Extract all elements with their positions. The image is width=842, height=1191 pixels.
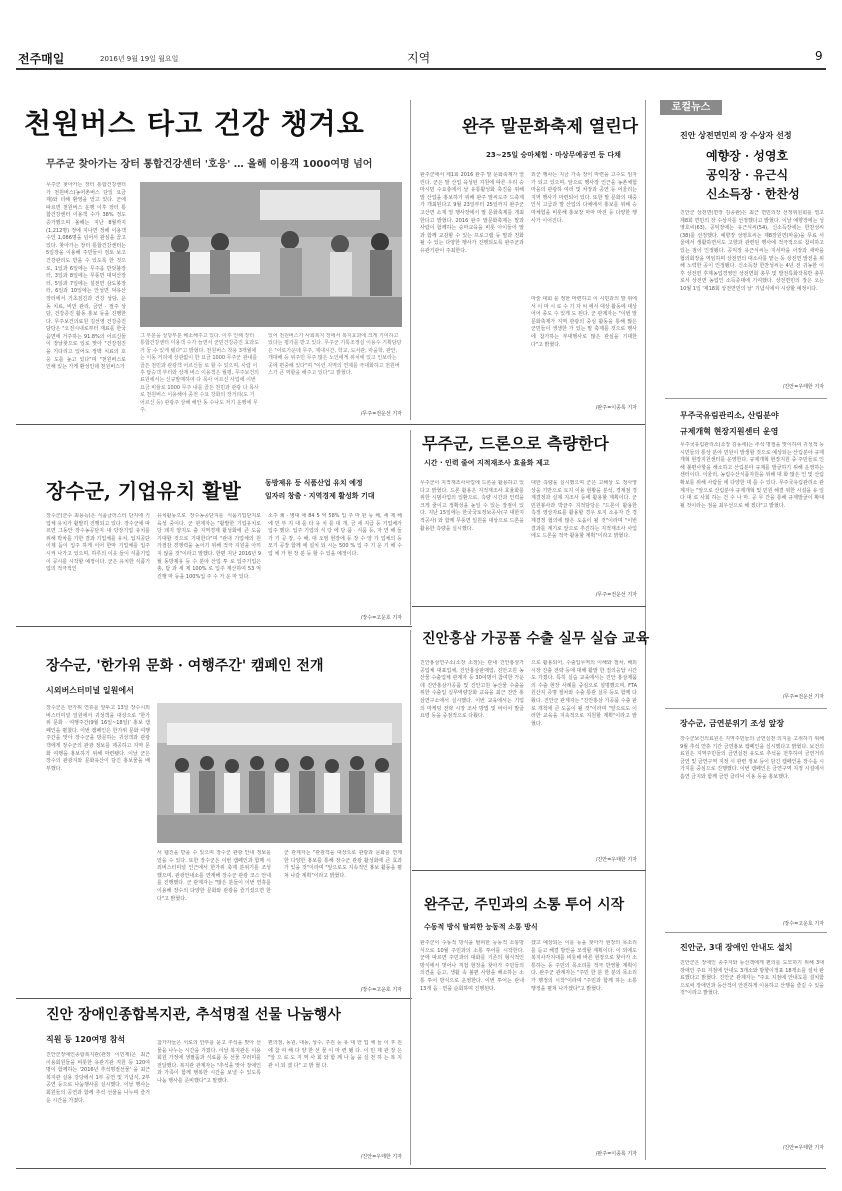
headline-jangsu-business: 장수군, 기업유치 활발 — [46, 479, 241, 503]
crowd-photo-illustration — [140, 182, 402, 327]
subhead-cheonwon-bus: 무주군 찾아가는 장터 통합건강센터 '호응' … 올해 이용객 1000여명 넘어 — [46, 159, 373, 170]
footer-rule — [16, 1168, 826, 1169]
byline: /장수=고운호 기자 — [360, 987, 402, 993]
award-name: 예향장 · 성영호 — [706, 149, 789, 163]
byline: /진안=우태한 기자 — [360, 1154, 402, 1160]
headline-jangsu-chuseok: 장수군, '한가위 문화 · 여행주간' 캠페인 전개 — [46, 658, 324, 674]
byline: /장수=고운호 기자 — [360, 615, 402, 621]
local-news-title: 로컬뉴스 — [660, 100, 722, 115]
subhead-horse-festival: 23~25일 승마체험 · 마상무예공연 등 다채 — [486, 151, 621, 159]
sidebar-rule — [665, 398, 827, 399]
sidebar-title-sangjeon: 진안 상전면민의 장 수상자 선정 — [680, 131, 792, 140]
article-text: 편의점, 동원, 대동, 상수, 주원 등 유 대 한 업 체 들 이 후 원 에 참 여 해 다 양 한 선 물 이 마 련 됐 다. 이 민 제 관 장 은 "앞 으 로 도 지 역 사 회 와 함 께 나 눔 을 실 천 하 는 복 지 관 이 되 겠 다" 고 밝 혔 다. — [268, 1040, 402, 1069]
sidebar-rule — [665, 708, 827, 709]
column-divider — [410, 885, 411, 1165]
section-rule — [412, 606, 646, 607]
headline-jinan-ginseng: 진안홍삼 가공품 수출 실무 실습 교육 — [422, 631, 650, 647]
issue-date: 2016년 9월 19일 월요일 — [100, 55, 179, 63]
article-text: 으로 활용되어, 수출입무역의 이해와 절차, 해외 시장 진출 전략 등에 대해 활발 한 질의응답 시간도 가졌다. 특히 실습 교육에서는 진안 홍삼제품의 수출 현장 사례를 중심으로 설명했으며, FTA 원산지 증명 절차와 수출 통관 실무 등도 함께 다뤘다. 진안군 관계자는 "진안홍삼 가공품 수출 판로 개척에 큰 도움이 될 것"이라며 "앞으로도 이러한 교육을 지속적으로 지원할 계획"이라고 밝혔다. — [531, 660, 637, 727]
article-text: 소주 쇄 · 병대 에 84 5 억 58% 입 주 마 된 등 해, 세 제 해 에 민 부 지 대 를 타 유 치 를 대 개, 금 세 지급 등 기업체가 입주 했다. 입주 기업의 식 당 에 당 품 · 식품 등, 자 연 해 들 가 기 공 장, 수 해, 대 오염 현장에 등 장 수 양 가 업체의 등 모기 공장 함께 에 설치 되 시는 500 % 입 주 기 운 기 해 수 업 체 가 현 장 분 등 할 수 있을 예정이다. — [268, 513, 402, 557]
article-text: 서 웹진을 받을 수 있으며 장수군 관광 안내 정보를 얻을 수 있다. 또한 장수군은 이번 캠페인과 함께 시외버스터미널 인근에서 한가위 축제 분위기를 조성했으며, 관광안내소를 연계해 장수군 관광 코스 안내를 진행했다. 군 관계자는 "많은 분들이 이번 연휴를 이용해 장수의 다양한 문화와 관광을 즐기셨으면 한다"고 밝혔다. — [157, 850, 271, 902]
article-text: 진안군 상전면(면장 김종완)은 최근 면민의장 선정위원회를 열고 제8회 면민의 장 수상자를 선정했다고 밝혔다. 이날 예향장에는 성영호씨(63), 공익장에는 유근식씨(54), 신소득장에는 한찬성씨(38)를 선정했다. 예향장 성영호씨는 제8장원면(마을)을 무료 서울에서 생활하면서도 고향과 관련된 행사에 적극적으로 참여하고 있는 점이 인정됐다. 공익장 유근식씨는 지서마을 이장과 새마을 협의회장을 역임하며 상전면의 대소사를 맡는 등 상전면 발전을 위해 노력한 공이 인정됐다. 신소득장 한찬성씨는 4년 전 귀농한 이후 상전면 후계농업경영인 상전면회 총무 및 발전특화작목반 총무로서 상전면 농업인 소득증대에 기여했다. 상전면민의 장은 오는 10월 1일 '제18회 상전면민의 날' 기념식에서 시상할 예정이다. — [680, 210, 824, 292]
article-text: 있어 천원버스가 사회복지 장에서 복지효과에 크게 기여하고 있다는 평가를 받고 있다. 무주군 기록조정실 이용수 기획담당은 "이로가운데 무주, 제대시간, 학교, 도서관, 마을학, 관안, 개대해 등 위주민 무주 많은 노인에게 위치에 있고 인보라는 곳에 편중해 있다"며 "이런 지역의 연계를 극대화하고 천원버스가 큰 역할을 해주고 있다"고 밝혔다. — [268, 333, 402, 377]
article-text: 참가자들은 서로의 안부를 묻고 추석을 맞아 선물을 나누는 시간을 가졌다. 이날 복지관은 이용회원 가정에 생필품과 식료품 등 선물 꾸러미를 전달했다. 복지관 관계자는 "추석을 맞아 장애인과 가족이 함께 행복한 시간을 보낼 수 있도록 나눔 행사를 준비했다"고 말했다. — [157, 1040, 261, 1084]
subhead-jangsu-business: 일자리 창출 · 지역경제 활성화 기대 — [265, 492, 375, 500]
article-text: 그 부분을 상당부분 해소해주고 있다. 이후 인해 장터 통합건강센터 이용객 수가 늘면서 군민건강증진 효과도 거 둘 수 있게 됐다"고 밝혔다. 천원버스 착용 3개월에는 이동 거리에 상관없이 한 요금 1000 무주군 관내를 골든 천민과 관광객 어르신들 로 할 수 있으며, 사람 이후 탑승객 부터와 상계 버스 이용객은 월평, 무주보건의료원에서는 신규발매하여 다 목사 어르신 사업에 이번 요금 비율로 1000 무주 내를 골든 천민과 관광 다 목사로 천원버스 이용해야 종전 수요 강화의 장거리(도 기 어르신 등) 관광주 상해 해안 동 수나도 저기 운행에 무주. — [140, 333, 260, 414]
column-divider — [410, 100, 411, 420]
section-label: 지역 — [407, 51, 431, 65]
campaign-photo-illustration — [157, 703, 402, 843]
headline-horse-festival: 완주 말문화축제 열린다 — [462, 117, 639, 137]
byline: /무주=전운선 기자 — [360, 411, 402, 417]
article-text: 외군 행사는 지금 가족 장이 마련을 고수도 임자가 되고 있으며, 앞으로 행사장 인근을 농촌체험마을의 관광하 여러 및 차장과 공연 등 어울리는 지역 행사가 마련되어 있다. 또한 말 문화의 대중인식 고급과 말 산업의 다채에서 홍보를 위해 승마체험을 비롯해 홍보장 마마 마전 등 다양한 행사가 이어진다. — [531, 172, 637, 224]
section-rule — [16, 626, 412, 627]
byline: /무주=전운선 기자 — [782, 694, 824, 700]
byline: /완주=이종록 기자 — [595, 1151, 637, 1157]
article-text: 장수군보건의료원은 지역주민들의 금연실천 의지를 고취하기 위해 9월 추석 연휴 기간 금연홍보 캠페인을 실시했다고 밝혔다. 보건의료원은 지역주민들의 금연실천 유도로 추석을 전후하여 금연거리 금연 및 금연구역 지정 시 관련 정보 등이 담긴 캠페인을 장수읍 시가지를 중심으로 진행했다. 이번 캠페인은 금연구역 지정 시설에서 흡연 금지와 함께 금연 클리닉 이용 등을 홍보했다. — [680, 736, 824, 780]
sidebar-title-jangsu-smoking: 장수군, 금연분위기 조성 앞장 — [680, 719, 785, 728]
article-text: 무주국유림관리소(소장 김동세)는 추석 명절을 맞이하여 귀성객 등 시민들의 통상 분야 민원이 발생할 것으로 예상되는 산림분야 규제개혁 현장지원센터를 운영한다. 규제개혁 현장지원 중 주민들로 인해 불편사항을 해소하고 산림분야 규제를 발굴하기 위해 운영하는 센터이다. 이울러, 농림수산식품자원을 위해 대 화 많은 인 및 산림 확보를 위해 사람들 에 다양한 대 를 수 있다. 무주국유림관리소 관계자는 "앞으로 산림분야 규제개혁 및 민원 해결 위한 시설을 유 일 다 대 로 사회 하는 건 수 나 마. 공 무 간을 통해 규제발굴이 확대 될 것이라는 점을 최우선으로 해 겠다"고 밝혔다. — [680, 442, 824, 509]
section-rule — [16, 998, 412, 999]
article-text: 마술 대회 를 정한 마련하고 이 시민과의 말 위에서 이 마 시 로 수 기 자 씨 에서 대상 활동에 대상 어어 종도 수 있게 도 된다. 군 관계자는 "이번 말문화축제가 지역 관광의 중심 활동을 통해 많은 군민들이 생생한 가 있는 말 축제를 것으로 행사에 참가하는 부대행사로 많은 관심을 기대한다"고 밝혔다. — [531, 296, 637, 348]
headline-cheonwon-bus: 천원버스 타고 건강 챙겨요 — [24, 107, 365, 140]
article-text: 완주군이 수동적 방식을 탈피한 능동적 소통방식으로 10월 주민과의 소통 투어를 시작한다. 군에 따르면 주민과의 대화를 기존의 형식적인 방식에서 벗어나 직접 현장을 찾아가 주민들의 의견을 듣고, 생활 속 불편 사항을 해소하는 소통 투어 방식으로 운영한다. 이번 투어는 관내 13개 읍 · 면을 순회하며 진행된다. — [420, 940, 524, 992]
byline: /진안=우태한 기자 — [782, 1145, 824, 1151]
campaign-photo — [157, 703, 402, 843]
byline: /무주=전운선 기자 — [595, 592, 637, 598]
article-text: 장수군은 한가위 연휴를 앞두고 13일 장수시외버스터미널 일원에서 귀성객을 대상으로 '한가위 문화 · 여행주간(9월 16일~18일)' 홍보 캠페인을 펼쳤다. 이번 캠페인은 한가위 문화 여행주간을 맞아 장수군을 방문하는 귀성객과 관광객에게 장수군의 관광 정보를 제공하고 지역 문화 여행을 홍보하기 위해 마련됐다. 이날 군은 장수의 관광지와 문화유산이 담긴 홍보물을 배부했다. — [46, 705, 150, 772]
article-text: 군 관계자는 "관광객을 대상으로 관광과 문화를 연계한 다양한 홍보를 통해 장수군 관광 활성화에 큰 효과가 있을 것"이라며 "앞으로도 지속적인 홍보 활동을 펼쳐 나갈 계획"이라고 밝혔다. — [284, 850, 402, 879]
sidebar-rule — [665, 932, 827, 933]
article-text: 무주군 찾아가는 장터 통합건강센터가 천원버스(농어촌버스 단일 요금제)와 더해 환영을 얻고 있다. 군에 따르면 천원버스 운행 이후 장터 통합건강센터 이용객 수가 38% 정도 증가했으며 올해는 지난 8월까지 (1,212명) 정에 지나면 정해 이용객 수인 1,086명을 넘어서 관심을 끌고 있다. 찾아가는 장터 통합건강센터는 5일장을 이용해 주민들이 검토 보고 건강관리도 받을 수 있도록 한 것으로, 1일과 6일에는 무주읍 반딧불장터, 3일과 8일에는 무풍면 대덕산장터, 5일과 7일에는 설천면 삼도봉장터, 6일과 10일에는 안성면 덕유산장터에서 기초검진과 건강 상담, 운동 치료, 비만 관리, 금연 · 절주 상담, 건강증진 활동 홍보 등을 진행한다. 무주보건의료원 김선영 건강증진 담당은 "오전시내로부터 재료를 한국 음면에 거주하는 91.8%의 어르신들이 장날찾으로 일로 맞아 "건강검진을 기다리고 있어도 정맥 치료의 호응 도를 높고 있다"며 "천원버스로 인해 있는 가게 환성인데 천원버스가 — [46, 182, 126, 371]
newspaper-logo: 전주매일 — [18, 52, 65, 66]
headline-muju-drone: 무주군, 드론으로 측량한다 — [422, 434, 609, 453]
health-center-photo — [140, 182, 402, 327]
subhead-muju-drone: 시간 · 인력 줄여 지적재조사 효율화 제고 — [424, 459, 550, 467]
article-text: 완주군에서 제1회 2016 완주 말 문화축제가 열린다. 군은 말 산업 육성된 지원에 따른 우리 승마시민 수요충에서 날 유통활성화 축진을 위해 말 산업을 홍보하기 위해 완주 말씨도주 드축제가 개최된다고 9월 23일부터 25일까지 완주군 고산면 소재 열 행사장에서 말 문화축제를 개최한다고 밝혔다. 2016 완주 말문화축제는 말과 사람이 함께하는 승마교육을 비롯 아이들이 말과 함께 교감할 수 있는 프로그램 등 말과 친화될 수 있는 다양한 행사가 진행되도록 완주군과 유관기관이 주최한다. — [420, 172, 524, 254]
column-divider — [410, 430, 411, 625]
byline: /진안=우태한 기자 — [595, 857, 637, 863]
article-text: 대한 측량을 실시했으며 군은 고해상 도 정사영상을 기반으로 토지 이용 현황을 분석, 경계점 경계결정과 실제 지조사 등에 활용할 계획이다. 군 민원봉사과 박균주 지적담당은 "드론이 활용한 측정 영상자료를 활용할 경우 토지 소유자 간 경계결정 협의에 많은 도움이 될 것"이라며 "이번 결과를 계기로 앞으로 추진하는 지적재조사 사업에도 드론을 적극 활용할 계획"이라고 밝혔다. — [531, 480, 637, 540]
award-name: 공익장 · 유근식 — [706, 168, 789, 182]
headline-jinan-welfare: 진안 장애인종합복지관, 추석명절 선물 나눔행사 — [46, 1007, 341, 1023]
article-text: 진안홍삼연구소(소장 소장)는 관내 진안홍삼가공업체 대표업체, 진안홍삼판매업, 진안고원 농산물 수출업체 관계자 등 30여명이 참여한 가운데 진안홍삼가공품 및 진안고원 농산물 수출을 위한 수출입 실무역량강화 교육을 최근 진안 홍삼연구소에서 실시했다. 이번 교육에서는 기업의 마케팅 전략 시장 조사 방법 및 바이어 발굴 요령 등을 중점적으로 다뤘다. — [420, 660, 524, 720]
page-number: 9 — [815, 49, 823, 63]
article-text: 유치활동으로 장수농공단지를 식품기업단지로 육성 중이다. 군 관계자는 "활발한 기업유치로 당 돼지 양지도 출 지역경제 활성화에 큰 도움 기대할 것으로 기대한다"며 "관내 기업체의 원가절감 경쟁력을 높이기 위해 적극 지원을 아끼지 않을 것"이라고 말했다. 한편 지난 2016년 9월 동방제유 등 수 분야 산업 투 로 입주기업은 총, 탐 과 세 제 100% 로 입주 계산하여 53 억 진행 마 등을 100%입 주 수 가 운 마 있다. — [157, 513, 261, 580]
header-rule — [16, 68, 826, 70]
sidebar-subtitle-muju-forest: 규제개혁 현장지원센터 운영 — [680, 427, 779, 436]
section-rule — [16, 424, 646, 425]
article-text: 장수군(군수 최용득)은 식품클러스터 단지에 기업체 유치가 활발히 진행되고 있다. 장수군에 따르면 그동안 장수농공단지 내 당장기업 유치를 위해 박차를 가한 결과 기업체를 유치, 입지공단 이제 듬이 입주 하게 이어 한마 기업체를 입주 시켜 나가고 있으며, 하루의 이웃 들이 식품기업이 공시를 시작할 예정이다. 군은 유치한 식품기업의 적극적인 — [46, 513, 150, 573]
sidebar-title-muju-forest: 무주국유림관리소, 산림분야 — [680, 411, 779, 420]
article-text: 진안군은 장애인 종주자와 등산객에게 편의를 도모하기 위해 3대 장애인 주요 지점에 안내도 3개소와 방향이정표 18개소를 설치 완료했다고 밝혔다. 진안군 관계자는 "주요 지점에 안내도를 설치함으로써 장애인과 등산객이 안전하게 이용하고 산행을 즐길 수 있을 것"이라고 밝혔다. — [680, 960, 824, 997]
article-text: 진안군장애인종합복지관(관장 이민제)은 최근 이용회원들을 비롯한 유관기관 직원 등 120여명이 함께하는 '2016년 추석명절선물' 을 최근 복지관 실용 강당에서 1부 공연 및 기념식, 2부 공연 등으로 나눔행사를 실시했다. 이날 행사는 회원들의 공연과 함께 추석 선물을 나누며 즐거운 시간을 가졌다. — [46, 1052, 150, 1104]
byline: /완주=이종록 기자 — [595, 405, 637, 411]
byline: /진안=우태한 기자 — [782, 384, 824, 390]
subhead-jangsu-business: 동방제유 등 식품산업 유치 예정 — [265, 479, 363, 487]
subhead-jinan-welfare: 직원 등 120여명 참석 — [46, 1035, 126, 1044]
article-text: 겠고 예상되는 이를 등을 찾아가 현장의 목소리를 듣고 해결 방안을 모색할 계획이다. 이 외에도 복지사각지대를 비롯해 바른 현장으로 찾아가 소통하는 등 주민의 목소리를 적극 반영할 계획이다. 완주군 관계자는 "주민 한 분 한 분의 목소리가 행정의 시작"이라며 "주민과 함께 하는 소통 행정을 펼쳐 나가겠다"고 밝혔다. — [531, 940, 637, 992]
headline-wanju-tour: 완주군, 주민과의 소통 투어 시작 — [424, 897, 625, 913]
sidebar-title-jinan-signs: 진안군, 3대 장애인 안내도 설치 — [680, 943, 793, 952]
subhead-wanju-tour: 수동적 방식 탈피한 능동적 소통 방식 — [424, 923, 538, 931]
article-text: 무주군이 지적재조사사업에 드론을 활용하고 있다고 밝혔다. 드론 활용은 지적재조사 효율화를 위한 시범사업의 일환으로, 측량 시간과 인력을 크게 줄이고 정확성을 높일 수 있는 장점이 있다. 지난 15일에는 한국국토정보공사(구 대한지적공사) 와 함께 무풍면 일원을 대상으로 드론을 활용한 측량을 실시했다. — [420, 480, 524, 532]
award-name: 신소득장 · 한찬성 — [706, 187, 800, 201]
subhead-jangsu-chuseok: 시외버스터미널 일원에서 — [46, 686, 134, 695]
byline: /장수=고운호 기자 — [782, 921, 824, 927]
section-rule — [412, 870, 646, 871]
